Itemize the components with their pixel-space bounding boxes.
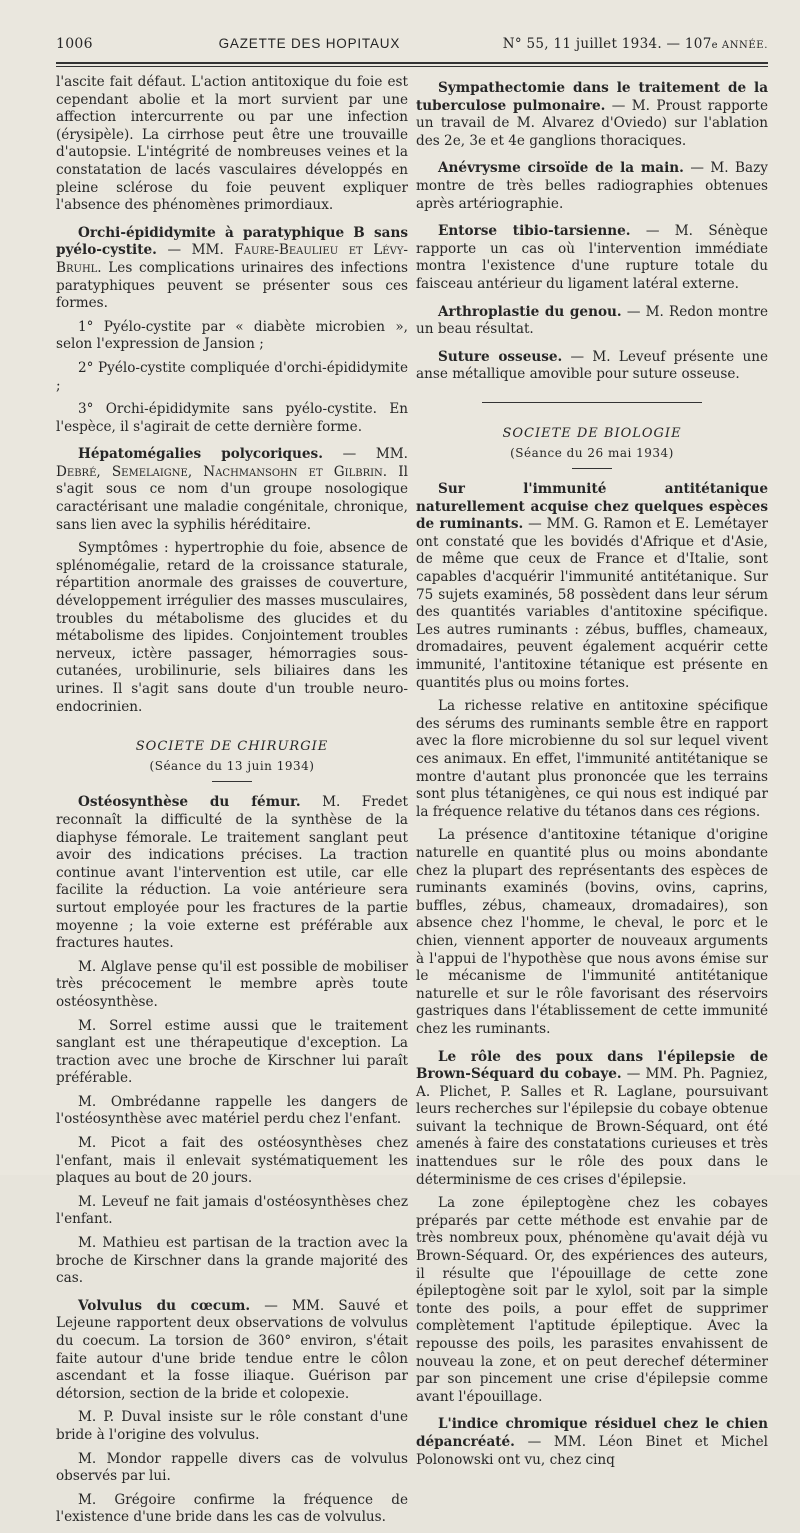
article-arthro (416, 304, 768, 339)
article-title: Arthroplastie du genou. (438, 303, 622, 320)
article-authors: — MM. Faure-Beaulieu et Lévy-Bruhl. (56, 242, 409, 276)
article-title: Sympathectomie dans le traitement de la tuberculose pulmonaire. (416, 80, 768, 114)
article-title: L'indice chromique résiduel chez le chien dépancréaté. (416, 1416, 768, 1450)
article-title: Suture osseuse. (438, 348, 563, 365)
article-anev (416, 160, 768, 213)
header-rule (56, 62, 768, 64)
article-text: — MM. G. Ramon et E. Lemétayer ont constaté que les bovidés d'Afrique et d'Asie, de même que ceux de France et d'Italie, sont capables d'acquérir l'immunité antitétanique. Sur 75 sujets examinés, 58 possèdent dans leur sérum des quantités variables d'antitoxine spécifique. Les autres ruminants : zébus, buffles, chameaux, dromadaires, peuvent également acquérir cette immunité, l'antitoxine tétanique est présente en quantités plus ou moins fortes. (416, 516, 768, 691)
article-title: Hépatomégalies polycoriques. (78, 446, 323, 463)
article-authors: — MM. Debré, Semelaigne, Nachmansohn et Gilbrin. (56, 446, 408, 480)
article-title: Sur l'immunité antitétanique naturellement acquise chez quelques espèces de ruminants. (416, 481, 768, 533)
article-text: — M. Proust rapporte un travail de M. Alvarez d'Oviedo) sur l'ablation des 2e, 3e et 4e ganglions thoraciques. (416, 97, 768, 149)
article-text: — MM. Sauvé et Lejeune rapportent deux observations de volvulus du coecum. La torsion de 360° environ, s'était faite autour d'une bride tendue entre le côlon ascendant et la fosse iliaque. Guérison par détorsion, section de la bride et colopexie. (56, 1297, 408, 1402)
article-title: Le rôle des poux dans l'épilepsie de Brown-Séquard du cobaye. (416, 1048, 768, 1083)
paragraph: Symptômes : hypertrophie du foie, absence de splénomégalie, retard de la croissance staturale, répartition anormale des graisses de couverture, développement irrégulier des masses musculaires, troubles du métabolisme des glucides et du métabolisme des lipides. Conjointement troubles nerveux, ictère passager, hémorragies sous-cutanées, urobilinurie, sels biliaires dans les urines. Il s'agit sans doute d'un trouble neuro-endocrinien. (56, 540, 408, 715)
article-title: Orchi-épididymite à paratyphique B sans pyélo-cystite. (56, 224, 408, 259)
article-text: M. Fredet reconnaît la difficulté de la synthèse de la diaphyse fémorale. Le traitement sanglant peut avoir des indications précises. La traction continue avant l'intervention est utile, car elle facilite la réduction. La voie antérieure sera surtout employée pour les fractures de la partie moyenne ; la voie externe est préférable aux fractures hautes. (56, 794, 408, 952)
page-header (56, 36, 768, 60)
paragraph: l'ascite fait défaut. L'action antitoxique du foie est cependant abolie et la mort survient par une affection intercurrente ou par une infection (érysipèle). La cirrhose peut être une trouvaille d'autopsie. L'intégrité de nombreuses veines et la constatation de lacés vasculaires développés en pleine sclérose du foie peuvent expliquer l'absence des phénomènes primordiaux. (56, 74, 408, 214)
section-title: SOCIETE DE CHIRURGIE (135, 739, 329, 755)
paragraph: M. Alglave pense qu'il est possible de mobiliser très précocement le membre après toute ostéosynthèse. (56, 958, 408, 1010)
page-number: 1006 (56, 36, 93, 52)
paragraph: M. Picot a fait des ostéosynthèses chez l'enfant, mais il enlevait systématiquement les plaques au bout de 20 jours. (56, 1135, 408, 1187)
article-immunite (416, 481, 768, 692)
article-suture (416, 349, 768, 384)
section-title: SOCIETE DE BIOLOGIE (502, 425, 682, 441)
paragraph: M. Sorrel estime aussi que le traitement sanglant est une thérapeutique d'exception. La traction avec une broche de Kirschner lui paraît préférable. (56, 1017, 408, 1087)
article-title: Anévrysme cirsoïde de la main. (438, 160, 684, 177)
list-item: 3° Orchi-épididymite sans pyélo-cystite. En l'espèce, il s'agirait de cette dernière forme. (56, 401, 408, 435)
journal-title: GAZETTE DES HOPITAUX (218, 36, 401, 51)
paragraph: M. Mathieu est partisan de la traction avec la broche de Kirschner dans la grande majorité des cas. (56, 1235, 408, 1287)
issue-year-suffix: e ANNÉE. (711, 40, 768, 51)
article-text: — M. Bazy montre de très belles radiographies obtenues après artériographie. (416, 160, 768, 212)
issue-info (503, 36, 768, 52)
article-text: Les complications urinaires des infections paratyphiques peuvent se présenter sous ces formes. (56, 259, 408, 312)
paragraph: M. Ombrédanne rappelle les dangers de l'ostéosynthèse avec matériel perdu chez l'enfant. (56, 1093, 408, 1128)
article-title: Entorse tibio-tarsienne. (438, 223, 631, 240)
session-date: (Séance du 13 juin 1934) (149, 758, 315, 773)
article-text: — M. Redon montre un beau résultat. (416, 303, 768, 338)
list-item: 1° Pyélo-cystite par « diabète microbien », selon l'expression de Jansion ; (56, 318, 408, 353)
article-sympa (416, 80, 768, 150)
article-osteo (56, 794, 408, 952)
section-rule (212, 781, 252, 782)
article-text: — M. Leveuf présente une anse métallique amovible pour suture osseuse. (416, 348, 768, 383)
article-orchi (56, 225, 408, 313)
paragraph: M. P. Duval insiste sur le rôle constant d'une bride à l'origine des volvulus. (56, 1409, 408, 1443)
section-divider (482, 402, 702, 403)
right-column (416, 80, 768, 1475)
article-poux (416, 1049, 768, 1190)
left-column (56, 74, 408, 1533)
article-title: Ostéosynthèse du fémur. (78, 794, 301, 811)
paragraph: La richesse relative en antitoxine spécifique des sérums des ruminants semble être en rapport avec la flore microbienne du sol sur lequel vivent ces animaux. En effet, l'immunité antitétanique se montre d'autant plus prononcée que les terrains sont plus tétanigènes, ce qui nous est indiqué par la fréquence relative du tétanos dans ces régions. (416, 698, 768, 820)
article-text: — M. Sénèque rapporte un cas où l'intervention immédiate montra l'existence d'une rupture totale du faisceau antérieur du ligament latéral externe. (416, 223, 768, 292)
article-entorse (416, 223, 768, 293)
article-text: — MM. Ph. Pagniez, A. Plichet, P. Salles et R. Laglane, poursuivant leurs recherches sur l'épilepsie du cobaye obtenue suivant la technique de Brown-Séquard, ont été amenés à faire des constatations curieuses et très inattendues sur le rôle des poux dans le déterminisme de ces crises d'épilepsie. (416, 1066, 768, 1188)
header-rule-thin (56, 66, 768, 67)
list-item: 2° Pyélo-cystite compliquée d'orchi-épididymite ; (56, 359, 408, 394)
issue-text: N° 55, 11 juillet 1934. — 107 (502, 36, 712, 52)
paragraph: M. Leveuf ne fait jamais d'ostéosynthèses chez l'enfant. (56, 1193, 408, 1228)
article-title: Volvulus du cœcum. (78, 1297, 251, 1314)
article-text: — MM. Léon Binet et Michel Polonowski ont vu, chez cinq (416, 1433, 768, 1468)
article-hepato (56, 446, 408, 534)
article-volvulus (56, 1298, 408, 1404)
section-rule (572, 468, 612, 469)
article-indice (416, 1416, 768, 1469)
paragraph: La zone épileptogène chez les cobayes préparés par cette méthode est envahie par de très nombreux poux, phénomène qu'avait déjà vu Brown-Séquard. Or, des expériences des auteurs, il résulte que l'épouillage de cette zone épileptogène soit par le xylol, soit par la simple tonte des poils, a pour effet de supprimer complètement l'aptitude épileptique. Avec la repousse des poils, les parasites envahissent de nouveau la zone, et on peut derechef déterminer par son pincement une crise d'épilepsie comme avant l'épouillage. (416, 1195, 768, 1405)
paragraph: M. Mondor rappelle divers cas de volvulus observés par lui. (56, 1450, 408, 1485)
article-text: Il s'agit sous ce nom d'un groupe nosologique caractérisant une maladie congénitale, chronique, sans lien avec la syphilis héréditaire. (56, 463, 409, 533)
session-date: (Séance du 26 mai 1934) (510, 445, 674, 460)
paragraph: La présence d'antitoxine tétanique d'origine naturelle en quantité plus ou moins abondante chez la plupart des représentants des espèces de ruminants examinés (bovins, ovins, caprins, buffles, zébus, chameaux, dromadaires), son absence chez l'homme, le cheval, le porc et le chien, viennent apporter de nouveaux arguments à l'appui de l'hypothèse que nous avons émise sur le mécanisme de l'immunité antitétanique naturelle et sur le rôle favorisant des réservoirs gastriques dans l'établissement de cette immunité chez les ruminants. (416, 827, 768, 1037)
paragraph: M. Grégoire confirme la fréquence de l'existence d'une bride dans les cas de volvulus. (56, 1491, 408, 1526)
